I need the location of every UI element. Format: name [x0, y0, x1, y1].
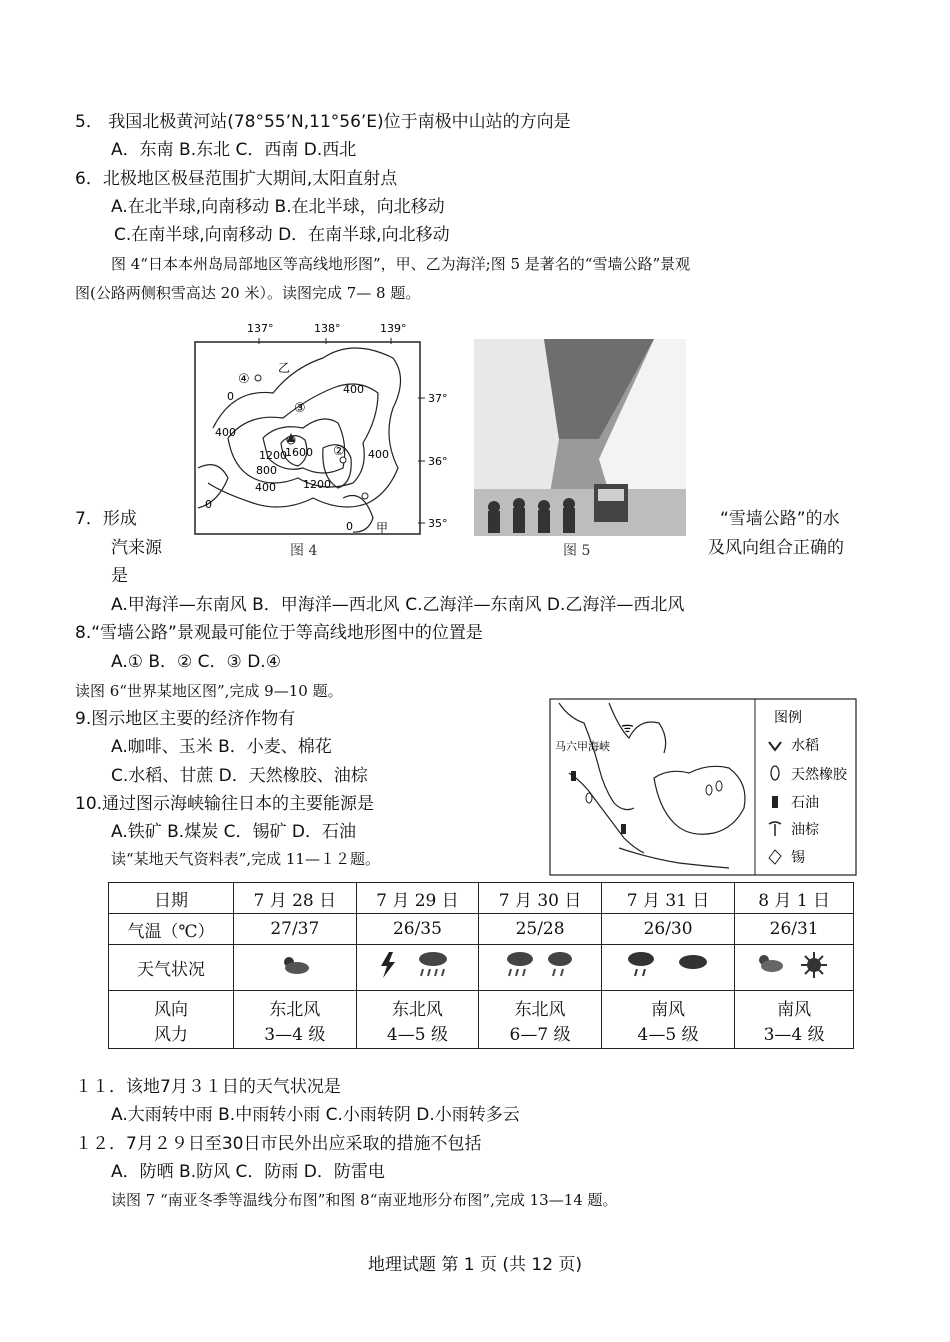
q5-options: A．东南 B.东北 C．西南 D.西北: [111, 140, 357, 160]
sea-label-jia: 甲: [376, 521, 389, 535]
row-label-weather: 天气状况: [109, 945, 234, 991]
cell-weather-cloudy-sunny: [735, 945, 854, 991]
legend-rubber: 天然橡胶: [791, 767, 847, 783]
cell-weather-heavy-rain: [479, 945, 602, 991]
q12-options: A．防晒 B.防风 C．防雨 D．防雷电: [111, 1162, 385, 1182]
light-rain-cloudy-icon: [623, 950, 713, 980]
svg-text:1200: 1200: [259, 449, 287, 462]
q10-options: A.铁矿 B.煤炭 C．锡矿 D．石油: [111, 822, 356, 842]
lat-label: 36°: [428, 455, 448, 468]
intro-9-10: 读图 6“世界某地区图”,完成 9—10 题。: [75, 682, 343, 700]
svg-text:0: 0: [346, 520, 353, 533]
figure-4-contour-map: [193, 318, 455, 540]
svg-text:ᯤ: ᯤ: [621, 720, 634, 736]
q7-line3: 是: [111, 566, 128, 586]
row-label-wind: [109, 991, 234, 1049]
lon-label: 139°: [380, 322, 407, 335]
q7-stem-right: “雪墙公路”的水: [720, 509, 840, 529]
page-footer: 地理试题 第 1 页 (共 12 页): [367, 1255, 583, 1275]
svg-text:0: 0: [227, 390, 234, 403]
cell-date: 7 月 31 日: [601, 883, 734, 914]
marker-2: ②: [333, 444, 345, 459]
cell-wind: 东北风 3—4 级: [234, 991, 357, 1049]
q6-stem: 6．北极地区极昼范围扩大期间,太阳直射点: [75, 169, 398, 189]
lat-label: 35°: [428, 517, 448, 530]
thunder-rain-icon: [377, 950, 457, 980]
q8-options: A.① B．② C．③ D.④: [111, 652, 281, 672]
cell-date: 8 月 1 日: [735, 883, 854, 914]
cell-date: 7 月 29 日: [356, 883, 479, 914]
row-label-date: 日期: [109, 883, 234, 914]
q12-stem: １２．7月２９日至30日市民外出应采取的措施不包括: [75, 1134, 482, 1154]
cell-wind: 南风 3—4 级: [735, 991, 854, 1049]
q8-stem: 8.“雪墙公路”景观最可能位于等高线地形图中的位置是: [75, 623, 483, 643]
lon-label: 137°: [247, 322, 274, 335]
q7-options: A.甲海洋—东南风 B．甲海洋—西北风 C.乙海洋—东南风 D.乙海洋—西北风: [111, 595, 685, 615]
cell-temp: 26/30: [601, 914, 734, 945]
svg-text:400: 400: [343, 383, 364, 396]
q11-stem: １１．该地7月３１日的天气状况是: [75, 1077, 341, 1097]
q6-options-ab: A.在北半球,向南移动 B.在北半球，向北移动: [111, 197, 445, 217]
q9-options-ab: A.咖啡、玉米 B．小麦、棉花: [111, 737, 332, 757]
partly-cloudy-icon: [279, 954, 311, 976]
cell-date: 7 月 30 日: [479, 883, 602, 914]
q9-options-cd: C.水稻、甘蔗 D．天然橡胶、油棕: [111, 766, 368, 786]
cell-wind: 东北风 6—7 级: [479, 991, 602, 1049]
cell-wind: 南风 4—5 级: [601, 991, 734, 1049]
figure-4-caption: 图 4: [290, 543, 318, 559]
row-label-wind-dir: 风向: [154, 999, 188, 1020]
q7-line2-left: 汽来源: [111, 538, 162, 558]
figure-5-snow-wall-photo: [474, 339, 686, 536]
svg-text:1200: 1200: [303, 478, 331, 491]
cell-temp: 26/35: [356, 914, 479, 945]
strait-label: 马六甲海峡: [555, 740, 610, 753]
legend-tin: 锡: [791, 850, 805, 866]
cell-weather-thunder-rain: [356, 945, 479, 991]
q11-options: A.大雨转中雨 B.中雨转小雨 C.小雨转阴 D.小雨转多云: [111, 1105, 520, 1125]
q9-stem: 9.图示地区主要的经济作物有: [75, 709, 296, 729]
q10-stem: 10.通过图示海峡输往日本的主要能源是: [75, 794, 375, 814]
weather-table: [108, 882, 854, 1049]
legend-oil: 石油: [791, 795, 819, 811]
cloudy-sunny-icon: [754, 950, 834, 980]
intro-13-14: 读图 7 “南亚冬季等温线分布图”和图 8“南亚地形分布图”,完成 13—14 题。: [111, 1191, 618, 1209]
svg-text:0: 0: [205, 498, 212, 511]
svg-text:400: 400: [215, 426, 236, 439]
q7-line2-right: 及风向组合正确的: [708, 538, 844, 558]
svg-text:1600: 1600: [285, 446, 313, 459]
figure-6-map: [549, 698, 859, 876]
marker-4: ④: [238, 372, 250, 387]
intro-7-8-line2: 图(公路两侧积雪高达 20 米）。读图完成 7— 8 题。: [75, 284, 421, 302]
sea-label-yi: 乙: [278, 361, 291, 375]
heavy-rain-icon: [500, 950, 580, 980]
legend-palm: 油棕: [791, 822, 819, 838]
legend-title: 图例: [774, 710, 802, 726]
cell-temp: 25/28: [479, 914, 602, 945]
marker-3: ③: [294, 401, 306, 416]
cell-wind: 东北风 4—5 级: [356, 991, 479, 1049]
lon-label: 138°: [314, 322, 341, 335]
svg-text:800: 800: [256, 464, 277, 477]
row-label-temp: 气温（℃）: [109, 914, 234, 945]
cell-temp: 27/37: [234, 914, 357, 945]
cell-weather-partly-cloudy: [234, 945, 357, 991]
figure-5-caption: 图 5: [563, 543, 591, 559]
legend-rice: 水稻: [791, 738, 819, 754]
cell-temp: 26/31: [735, 914, 854, 945]
q7-stem-left: 7．形成: [75, 509, 137, 529]
intro-11-12: 读“某地天气资料表”,完成 11—１２题。: [111, 850, 380, 868]
svg-text:400: 400: [368, 448, 389, 461]
lat-label: 37°: [428, 392, 448, 405]
cell-weather-rain-cloudy: [601, 945, 734, 991]
q6-options-cd: C.在南半球,向南移动 D．在南半球,向北移动: [114, 225, 450, 245]
row-label-wind-force: 风力: [154, 1024, 188, 1045]
svg-text:400: 400: [255, 481, 276, 494]
intro-7-8-line1: 图 4“日本本州岛局部地区等高线地形图”，甲、乙为海洋;图 5 是著名的“雪墙公路”景观: [111, 255, 691, 273]
cell-date: 7 月 28 日: [234, 883, 357, 914]
q5-stem: 5． 我国北极黄河站(78°55’N,11°56’E)位于南极中山站的方向是: [75, 112, 571, 132]
